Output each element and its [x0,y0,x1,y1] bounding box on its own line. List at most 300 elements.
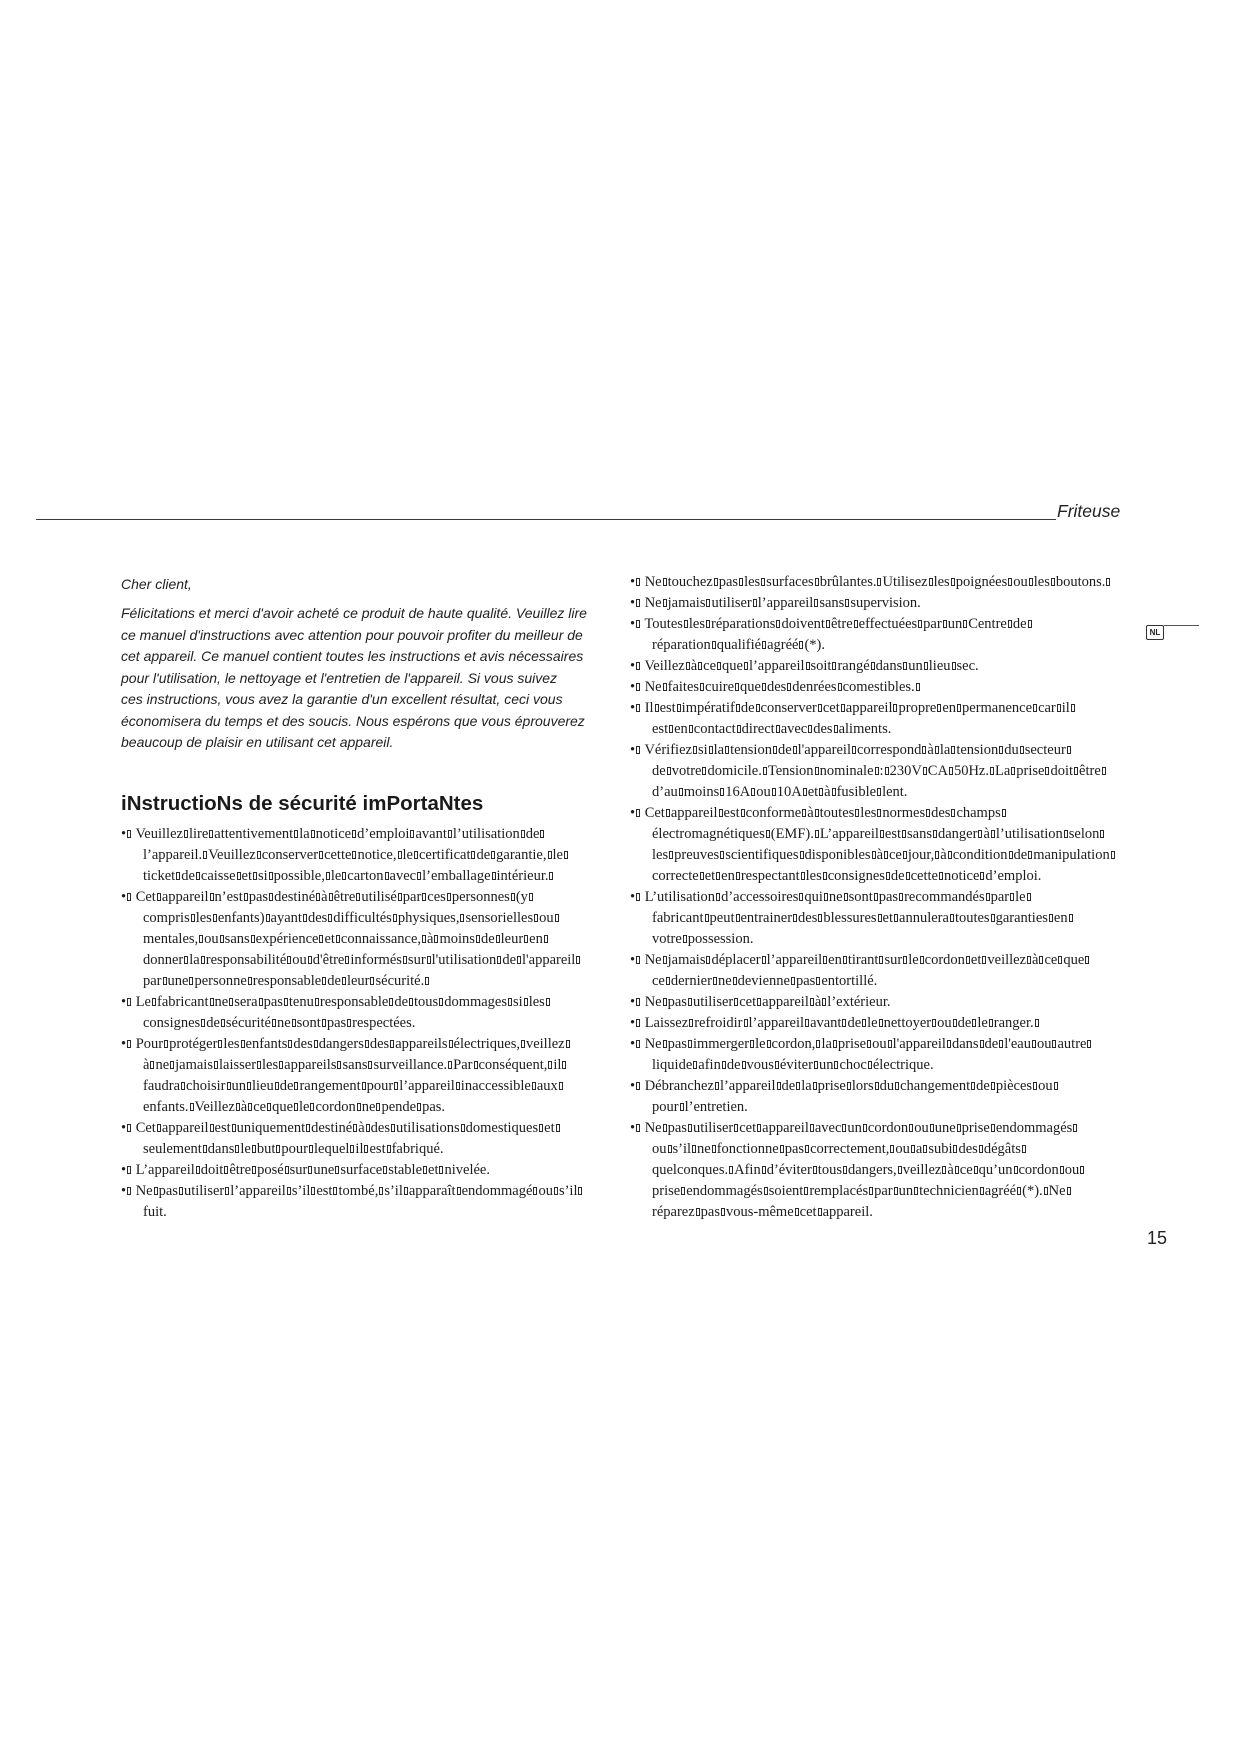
glyph-box [902,830,906,838]
glyph-box [772,788,776,796]
safety-instruction [121,1160,621,1181]
safety-instruction [630,887,1130,950]
instruction-line: correcte et en respectant les consignes de cette notice d’emploi. [652,868,1042,884]
glyph-box [529,893,533,901]
glyph-box [269,872,273,880]
glyph-box [683,935,687,943]
instruction-line: réparez pas vous-même cet appareil. [652,1204,873,1220]
instruction-line: votre possession. [652,931,754,947]
glyph-box [279,1061,283,1069]
glyph-box [949,767,953,775]
glyph-box [742,1061,746,1069]
glyph-box [448,830,452,838]
glyph-box [929,578,933,586]
glyph-box [877,578,881,586]
instruction-line: seulement dans le but pour lequel il est fabriqué. [143,1141,444,1157]
glyph-box [387,1145,391,1153]
glyph-box [991,914,995,922]
glyph-box [236,1103,240,1111]
glyph-box [971,1082,975,1090]
glyph-box [201,1019,205,1027]
header-rule [36,519,1056,520]
glyph-box [511,893,515,901]
glyph-box [725,746,729,754]
glyph-box [823,956,827,964]
glyph-box [815,809,819,817]
intro-line: beaucoup de plaisir en utilisant cet appareil. [121,734,394,750]
glyph-box [292,1019,296,1027]
safety-instruction [630,656,1130,677]
glyph-box [248,1103,252,1111]
glyph-box [1011,767,1015,775]
safety-instruction [121,1118,621,1160]
instruction-line: • Pour protéger les enfants des dangers des appareils électriques, veillez [121,1034,621,1055]
glyph-box [227,1082,231,1090]
glyph-box [923,767,927,775]
glyph-box [894,1187,898,1195]
glyph-box [196,872,200,880]
instruction-line: mentales, ou sans expérience et connaissance, à moins de leur en [121,929,621,950]
glyph-box [932,1019,936,1027]
glyph-box [549,872,553,880]
glyph-box [713,977,717,985]
glyph-box [196,1166,200,1174]
glyph-box [933,830,937,838]
safety-heading: iNstructioNs de sécurité imPortaNtes [121,792,484,815]
glyph-box [756,704,760,712]
glyph-box [763,767,767,775]
glyph-box [795,1208,799,1216]
glyph-box [492,872,496,880]
glyph-box [314,1040,318,1048]
glyph-box [322,977,326,985]
glyph-box [357,1103,361,1111]
glyph-box [717,662,721,670]
glyph-box [663,998,667,1006]
glyph-box [285,1166,289,1174]
glyph-box [326,872,330,880]
glyph-box [449,1040,453,1048]
glyph-box [497,956,501,964]
glyph-box [342,977,346,985]
glyph-box [311,830,315,838]
safety-instruction [630,1013,1130,1034]
glyph-box [663,956,667,964]
glyph-box [379,1187,383,1195]
glyph-box [252,1166,256,1174]
glyph-box [164,1040,168,1048]
glyph-box [735,683,739,691]
glyph-box [342,872,346,880]
safety-instruction [630,1118,1130,1223]
glyph-box [767,1040,771,1048]
glyph-box [181,1082,185,1090]
glyph-box [1111,851,1115,859]
glyph-box [368,1061,372,1069]
instruction-line: fuit. [143,1204,167,1220]
glyph-box [813,1166,817,1174]
glyph-box [867,1040,871,1048]
glyph-box [655,704,659,712]
glyph-box [903,851,907,859]
glyph-box [833,1040,837,1048]
glyph-box [1064,830,1068,838]
intro-line: cet appareil. Ce manuel contient toutes les instructions et avis nécessaires [121,648,584,664]
glyph-box [127,1040,131,1048]
glyph-box [943,620,947,628]
glyph-box [636,893,640,901]
glyph-box [203,1145,207,1153]
glyph-box [1058,956,1062,964]
glyph-box [461,1124,465,1132]
glyph-box [815,578,819,586]
glyph-box [815,830,819,838]
glyph-box [284,998,288,1006]
glyph-box [776,620,780,628]
glyph-box [1060,1166,1064,1174]
glyph-box [1087,1040,1091,1048]
glyph-box [847,1082,851,1090]
glyph-box [1073,1124,1077,1132]
glyph-box [832,662,836,670]
instruction-line: de votre domicile. Tension nominale : 230V CA 50Hz. La prise doit être [630,761,1130,782]
glyph-box [980,1040,984,1048]
glyph-box [439,998,443,1006]
glyph-box [991,1124,995,1132]
glyph-box [978,830,982,838]
glyph-box [556,1124,560,1132]
glyph-box [345,956,349,964]
glyph-box [241,1040,245,1048]
glyph-box [521,830,525,838]
glyph-box [986,893,990,901]
language-tab: NL [1146,625,1164,640]
glyph-box [744,1019,748,1027]
glyph-box [890,1145,894,1153]
glyph-box [880,830,884,838]
glyph-box [834,1061,838,1069]
glyph-box [854,620,858,628]
glyph-box [834,725,838,733]
glyph-box [698,662,702,670]
glyph-box [923,1145,927,1153]
glyph-box [681,1187,685,1195]
glyph-box [663,599,667,607]
glyph-box [737,725,741,733]
glyph-box [562,1061,566,1069]
instruction-line: pour l’entretien. [652,1099,748,1115]
glyph-box [566,1040,570,1048]
glyph-box [818,1208,822,1216]
glyph-box [950,914,954,922]
glyph-box [980,872,984,880]
instruction-line: d’au moins 16A ou 10A et à fusible lent. [652,784,908,800]
glyph-box [517,956,521,964]
glyph-box [955,1166,959,1174]
glyph-box [391,1124,395,1132]
glyph-box [916,683,920,691]
glyph-box [1067,746,1071,754]
glyph-box [1009,851,1013,859]
running-title: Friteuse [1057,501,1121,521]
glyph-box [1014,1166,1018,1174]
glyph-box [425,977,429,985]
glyph-box [1017,1187,1021,1195]
glyph-box [376,1103,380,1111]
instruction-line: enfants. Veillez à ce que le cordon ne pende pas. [143,1099,446,1115]
glyph-box [319,935,323,943]
safety-instruction [630,803,1130,887]
glyph-box [680,1103,684,1111]
instruction-line: • Vérifiez si la tension de l'appareil correspond à la tension du secteur [630,740,1130,761]
glyph-box [559,1082,563,1090]
glyph-box [356,893,360,901]
glyph-box [816,1040,820,1048]
safety-instruction [630,992,1130,1013]
glyph-box [842,1019,846,1027]
glyph-box [966,956,970,964]
glyph-box [796,1082,800,1090]
glyph-box [460,914,464,922]
glyph-box [1035,1019,1039,1027]
glyph-box [294,830,298,838]
glyph-box [555,914,559,922]
glyph-box [287,1187,291,1195]
glyph-box [709,746,713,754]
glyph-box [951,809,955,817]
glyph-box [1033,704,1037,712]
instruction-line: • Cet appareil n’est pas destiné à être utilisé par ces personnes (y [121,887,621,908]
glyph-box [404,1187,408,1195]
glyph-box [554,1187,558,1195]
glyph-box [953,1019,957,1027]
glyph-box [750,1040,754,1048]
glyph-box [1029,578,1033,586]
language-tab-rule [1164,625,1199,626]
glyph-box [764,1187,768,1195]
glyph-box [311,1187,315,1195]
glyph-box [780,1145,784,1153]
glyph-box [347,1019,351,1027]
glyph-box [810,998,814,1006]
glyph-box [636,1124,640,1132]
glyph-box [364,1145,368,1153]
glyph-box [189,977,193,985]
instruction-line: • Laissez refroidir l’appareil avant de le nettoyer ou de le ranger. [630,1013,1130,1034]
glyph-box [476,935,480,943]
glyph-box [845,599,849,607]
glyph-box [393,914,397,922]
glyph-box [909,1124,913,1132]
instruction-line: • Cet appareil est conforme à toutes les normes des champs [630,803,1130,824]
safety-instruction [121,824,621,887]
glyph-box [636,1040,640,1048]
glyph-box [370,977,374,985]
glyph-box [534,914,538,922]
intro-line: ce manuel d'instructions avec attention pour pouvoir profiter du meilleur de [121,626,583,643]
glyph-box [210,893,214,901]
glyph-box [272,1019,276,1027]
glyph-box [888,1040,892,1048]
glyph-box [403,956,407,964]
glyph-box [636,1019,640,1027]
glyph-box [982,956,986,964]
instruction-line: • Il est impératif de conserver cet appareil propre en permanence car il [630,698,1130,719]
glyph-box [322,1019,326,1027]
glyph-box [843,1166,847,1174]
glyph-box [548,851,552,859]
glyph-box [508,998,512,1006]
glyph-box [636,746,640,754]
glyph-box [335,1166,339,1174]
glyph-box [1032,1040,1036,1048]
glyph-box [269,893,273,901]
instruction-line: • Ne pas utiliser cet appareil avec un cordon ou une prise endommagés [630,1118,1130,1139]
glyph-box [663,1124,667,1132]
glyph-box [471,851,475,859]
glyph-box [692,1145,696,1153]
greeting: Cher client, [121,576,192,592]
glyph-box [409,998,413,1006]
instruction-line: par une personne responsable de leur sécurité. [121,971,621,992]
glyph-box [903,956,907,964]
glyph-box [127,1166,131,1174]
glyph-box [800,851,804,859]
glyph-box [739,578,743,586]
instruction-line: est en contact direct avec des aliments. [652,721,892,737]
page-number: 15 [1147,1228,1168,1248]
glyph-box [389,998,393,1006]
glyph-box [199,935,203,943]
glyph-box [823,872,827,880]
glyph-box [521,1040,525,1048]
glyph-box [911,1145,915,1153]
glyph-box [838,683,842,691]
glyph-box [315,998,319,1006]
safety-instruction [630,677,1130,698]
safety-instruction [630,614,1130,656]
glyph-box [819,788,823,796]
glyph-box [841,704,845,712]
glyph-box [734,998,738,1006]
glyph-box [963,620,967,628]
instruction-line: faudra choisir un lieu de rangement pour l’appareil inaccessible aux [121,1076,621,1097]
instruction-line: ce dernier ne devienne pas entortillé. [652,973,878,989]
safety-instruction [630,1034,1130,1076]
glyph-box [999,746,1003,754]
glyph-box [276,1145,280,1153]
glyph-box [948,851,952,859]
glyph-box [716,893,720,901]
glyph-box [540,830,544,838]
safety-instruction [121,1181,621,1223]
instruction-line: ticket de caisse et si possible, le carton avec l’emballage intérieur. [121,866,621,887]
glyph-box [702,767,706,775]
glyph-box [930,1124,934,1132]
glyph-box [232,1124,236,1132]
instruction-line: • Toutes les réparations doivent être effectuées par un Centre de [630,614,1130,635]
glyph-box [733,977,737,985]
glyph-box [533,1187,537,1195]
glyph-box [816,977,820,985]
instruction-line: quelconques. Afin d’éviter tous dangers, veillez à ce qu’un cordon ou [630,1160,1130,1181]
intro-line: Félicitations et merci d'avoir acheté ce produit de haute qualité. Veuillez lire [121,605,587,621]
glyph-box [696,1208,700,1216]
glyph-box [663,1040,667,1048]
glyph-box [267,1103,271,1111]
glyph-box [939,872,943,880]
safety-instruction [630,593,1130,614]
glyph-box [824,893,828,901]
glyph-box [822,998,826,1006]
glyph-box [776,725,780,733]
glyph-box [666,977,670,985]
glyph-box [874,893,878,901]
glyph-box [804,1187,808,1195]
glyph-box [991,830,995,838]
glyph-box [1100,830,1104,838]
glyph-box [935,851,939,859]
glyph-box [926,809,930,817]
glyph-box [715,1082,719,1090]
glyph-box [712,641,716,649]
glyph-box [203,851,207,859]
safety-list-right [630,572,1130,1223]
glyph-box [688,1124,692,1132]
glyph-box [532,1082,536,1090]
instruction-line: • Ne faites cuire que des denrées comestibles. [630,677,1130,698]
glyph-box [257,851,261,859]
glyph-box [288,1040,292,1048]
glyph-box [679,788,683,796]
glyph-box [209,830,213,838]
glyph-box [766,830,770,838]
glyph-box [398,851,402,859]
glyph-box [1008,578,1012,586]
glyph-box [636,704,640,712]
glyph-box [275,1082,279,1090]
glyph-box [221,1019,225,1027]
glyph-box [814,599,818,607]
safety-list-left [121,824,621,1223]
glyph-box [210,1124,214,1132]
glyph-box [266,914,270,922]
glyph-box [761,578,765,586]
instruction-line: • Ne jamais déplacer l’appareil en tirant sur le cordon et veillez à ce que [630,950,1130,971]
glyph-box [762,1166,766,1174]
glyph-box [879,1019,883,1027]
glyph-box [722,1061,726,1069]
glyph-box [729,1166,733,1174]
glyph-box [439,1166,443,1174]
glyph-box [855,809,859,817]
safety-instruction [630,698,1130,740]
glyph-box [564,851,568,859]
instruction-line: • Ne pas immerger le cordon, la prise ou l'appareil dans de l'eau ou autre [630,1034,1130,1055]
glyph-box [252,1145,256,1153]
glyph-box [491,851,495,859]
glyph-box [1027,893,1031,901]
glyph-box [127,1187,131,1195]
glyph-box [447,893,451,901]
glyph-box [190,1103,194,1111]
intro-paragraph [121,603,616,754]
glyph-box [636,620,640,628]
glyph-box [879,956,883,964]
glyph-box [1057,704,1061,712]
glyph-box [546,998,550,1006]
glyph-box [157,893,161,901]
